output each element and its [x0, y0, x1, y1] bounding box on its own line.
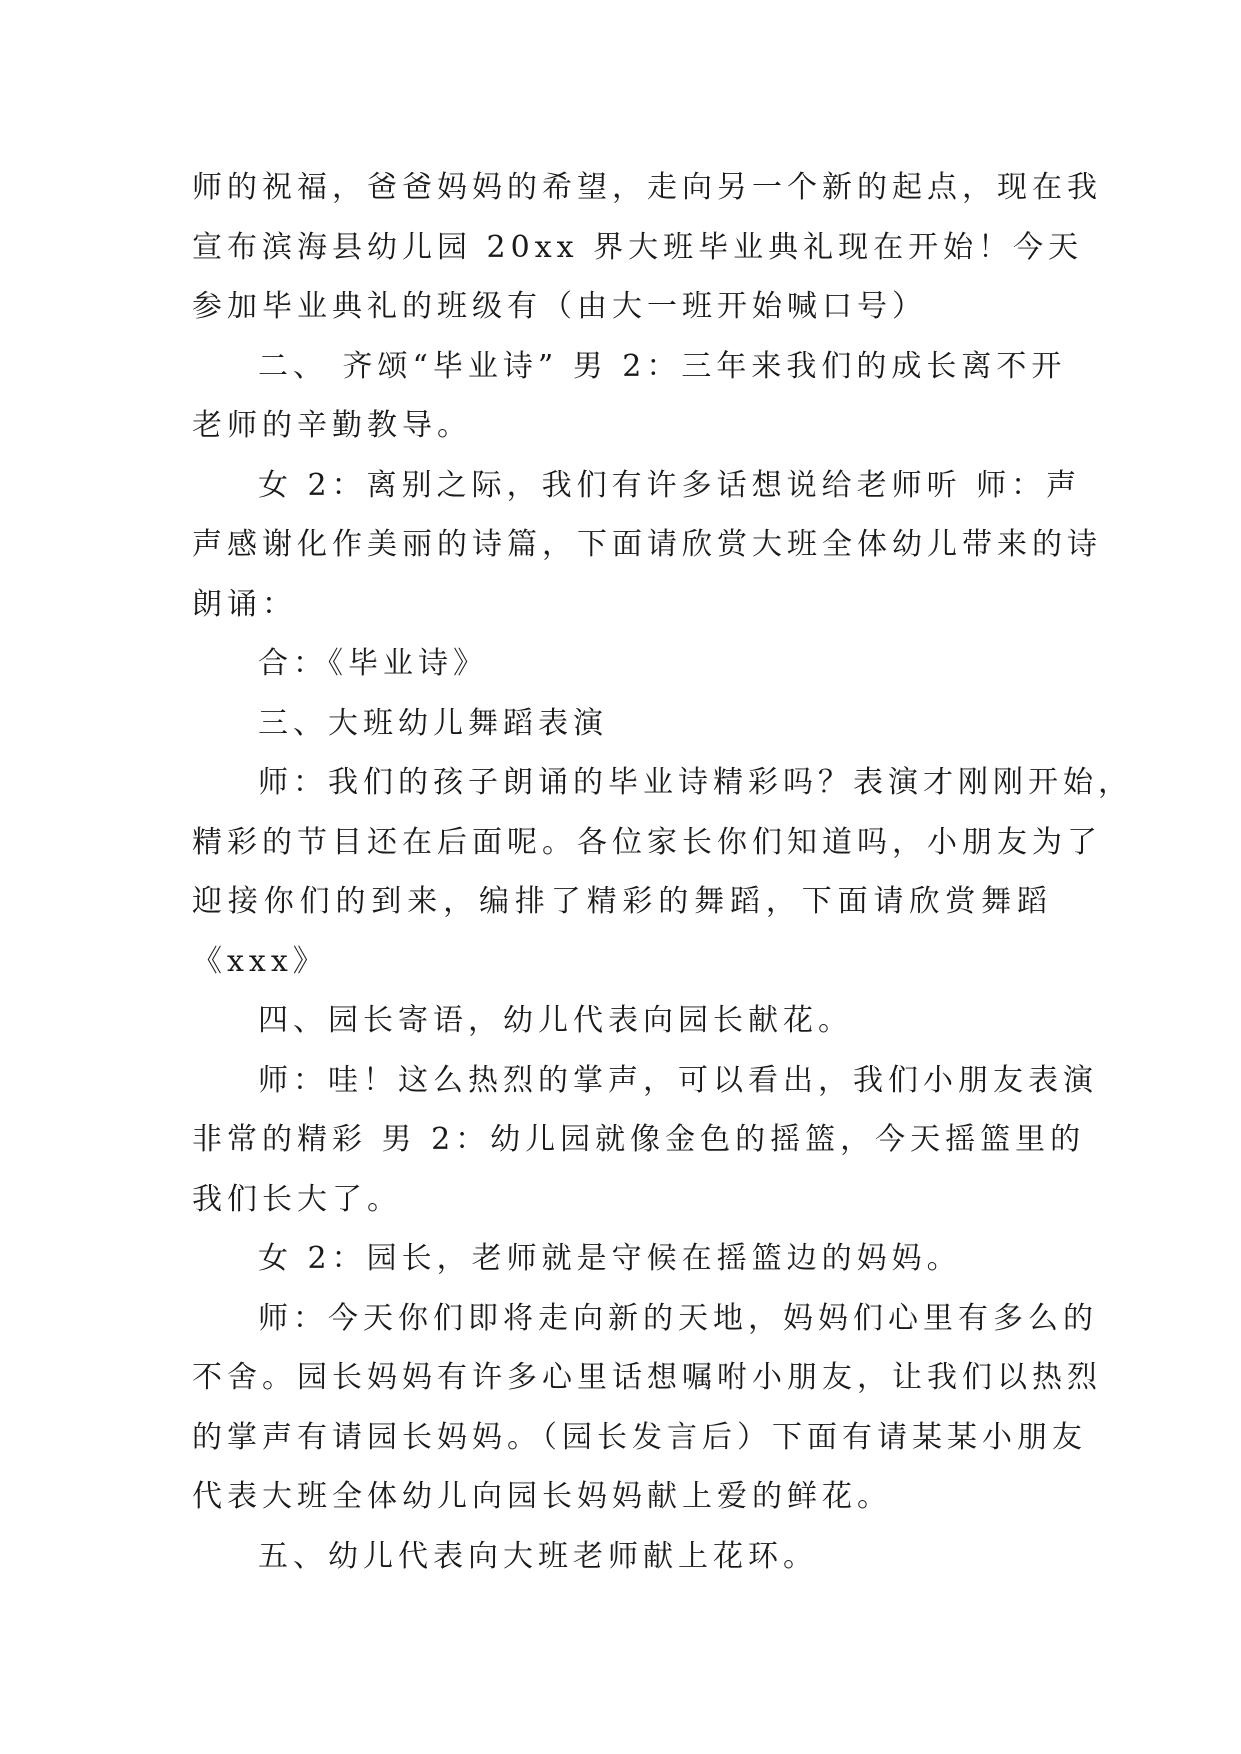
text-line: 不舍。园长妈妈有许多心里话想嘱咐小朋友，让我们以热烈: [192, 1360, 1102, 1395]
text-line: 代表大班全体幼儿向园长妈妈献上爱的鲜花。: [192, 1479, 892, 1514]
text-line: 二、 齐颂“毕业诗” 男 2：三年来我们的成长离不开: [258, 348, 1067, 384]
paragraph-section-two: [192, 337, 1067, 456]
paragraph-girl-two-principal: [192, 1229, 1052, 1289]
text-line: 我们长大了。: [192, 1181, 402, 1217]
paragraph-together: [192, 634, 1052, 694]
paragraph-section-five: [192, 1527, 1052, 1587]
paragraph-opening: [192, 158, 1102, 337]
text-line: 精彩的节目还在后面呢。各位家长你们知道吗，小朋友为了: [192, 824, 1102, 860]
paragraph-teacher-dance: [192, 753, 1133, 991]
text-line: 声感谢化作美丽的诗篇，下面请欣赏大班全体幼儿带来的诗: [192, 527, 1102, 562]
text-line: 师：我们的孩子朗诵的毕业诗精彩吗？表演才刚刚开始，: [258, 765, 1133, 800]
text-line: 三、大班幼儿舞蹈表演: [258, 705, 608, 741]
text-line: 《xxx》: [192, 943, 328, 979]
text-line: 女 2：离别之际，我们有许多话想说给老师听 师：声: [258, 467, 1082, 503]
paragraph-teacher-principal: [192, 1289, 1102, 1527]
text-line: 参加毕业典礼的班级有（由大一班开始喊口号）: [192, 289, 927, 324]
text-line: 宣布滨海县幼儿园 20xx 界大班毕业典礼现在开始！今天: [192, 229, 1084, 265]
text-line: 师：今天你们即将走向新的天地，妈妈们心里有多么的: [258, 1300, 1098, 1336]
text-line: 女 2：园长，老师就是守候在摇篮边的妈妈。: [258, 1241, 962, 1276]
paragraph-girl-two: [192, 456, 1102, 635]
text-line: 师的祝福，爸爸妈妈的希望，走向另一个新的起点，现在我: [192, 170, 1102, 205]
text-line: 非常的精彩 男 2：幼儿园就像金色的摇篮，今天摇篮里的: [192, 1122, 1086, 1157]
text-line: 合：《毕业诗》: [258, 646, 488, 681]
text-line: 师：哇！这么热烈的掌声，可以看出，我们小朋友表演: [258, 1062, 1098, 1098]
text-line: 四、园长寄语，幼儿代表向园长献花。: [258, 1003, 853, 1038]
paragraph-section-three: [192, 694, 1052, 754]
paragraph-teacher-applause: [192, 1051, 1098, 1230]
text-line: 五、幼儿代表向大班老师献上花环。: [258, 1538, 818, 1574]
text-line: 的掌声有请园长妈妈。（园长发言后）下面有请某某小朋友: [192, 1419, 1087, 1455]
paragraph-section-four: [192, 991, 1052, 1051]
text-line: 朗诵：: [192, 586, 297, 622]
text-line: 老师的辛勤教导。: [192, 408, 472, 443]
document-body: [192, 158, 1133, 1586]
text-line: 迎接你们的到来，编排了精彩的舞蹈，下面请欣赏舞蹈: [192, 884, 1052, 919]
